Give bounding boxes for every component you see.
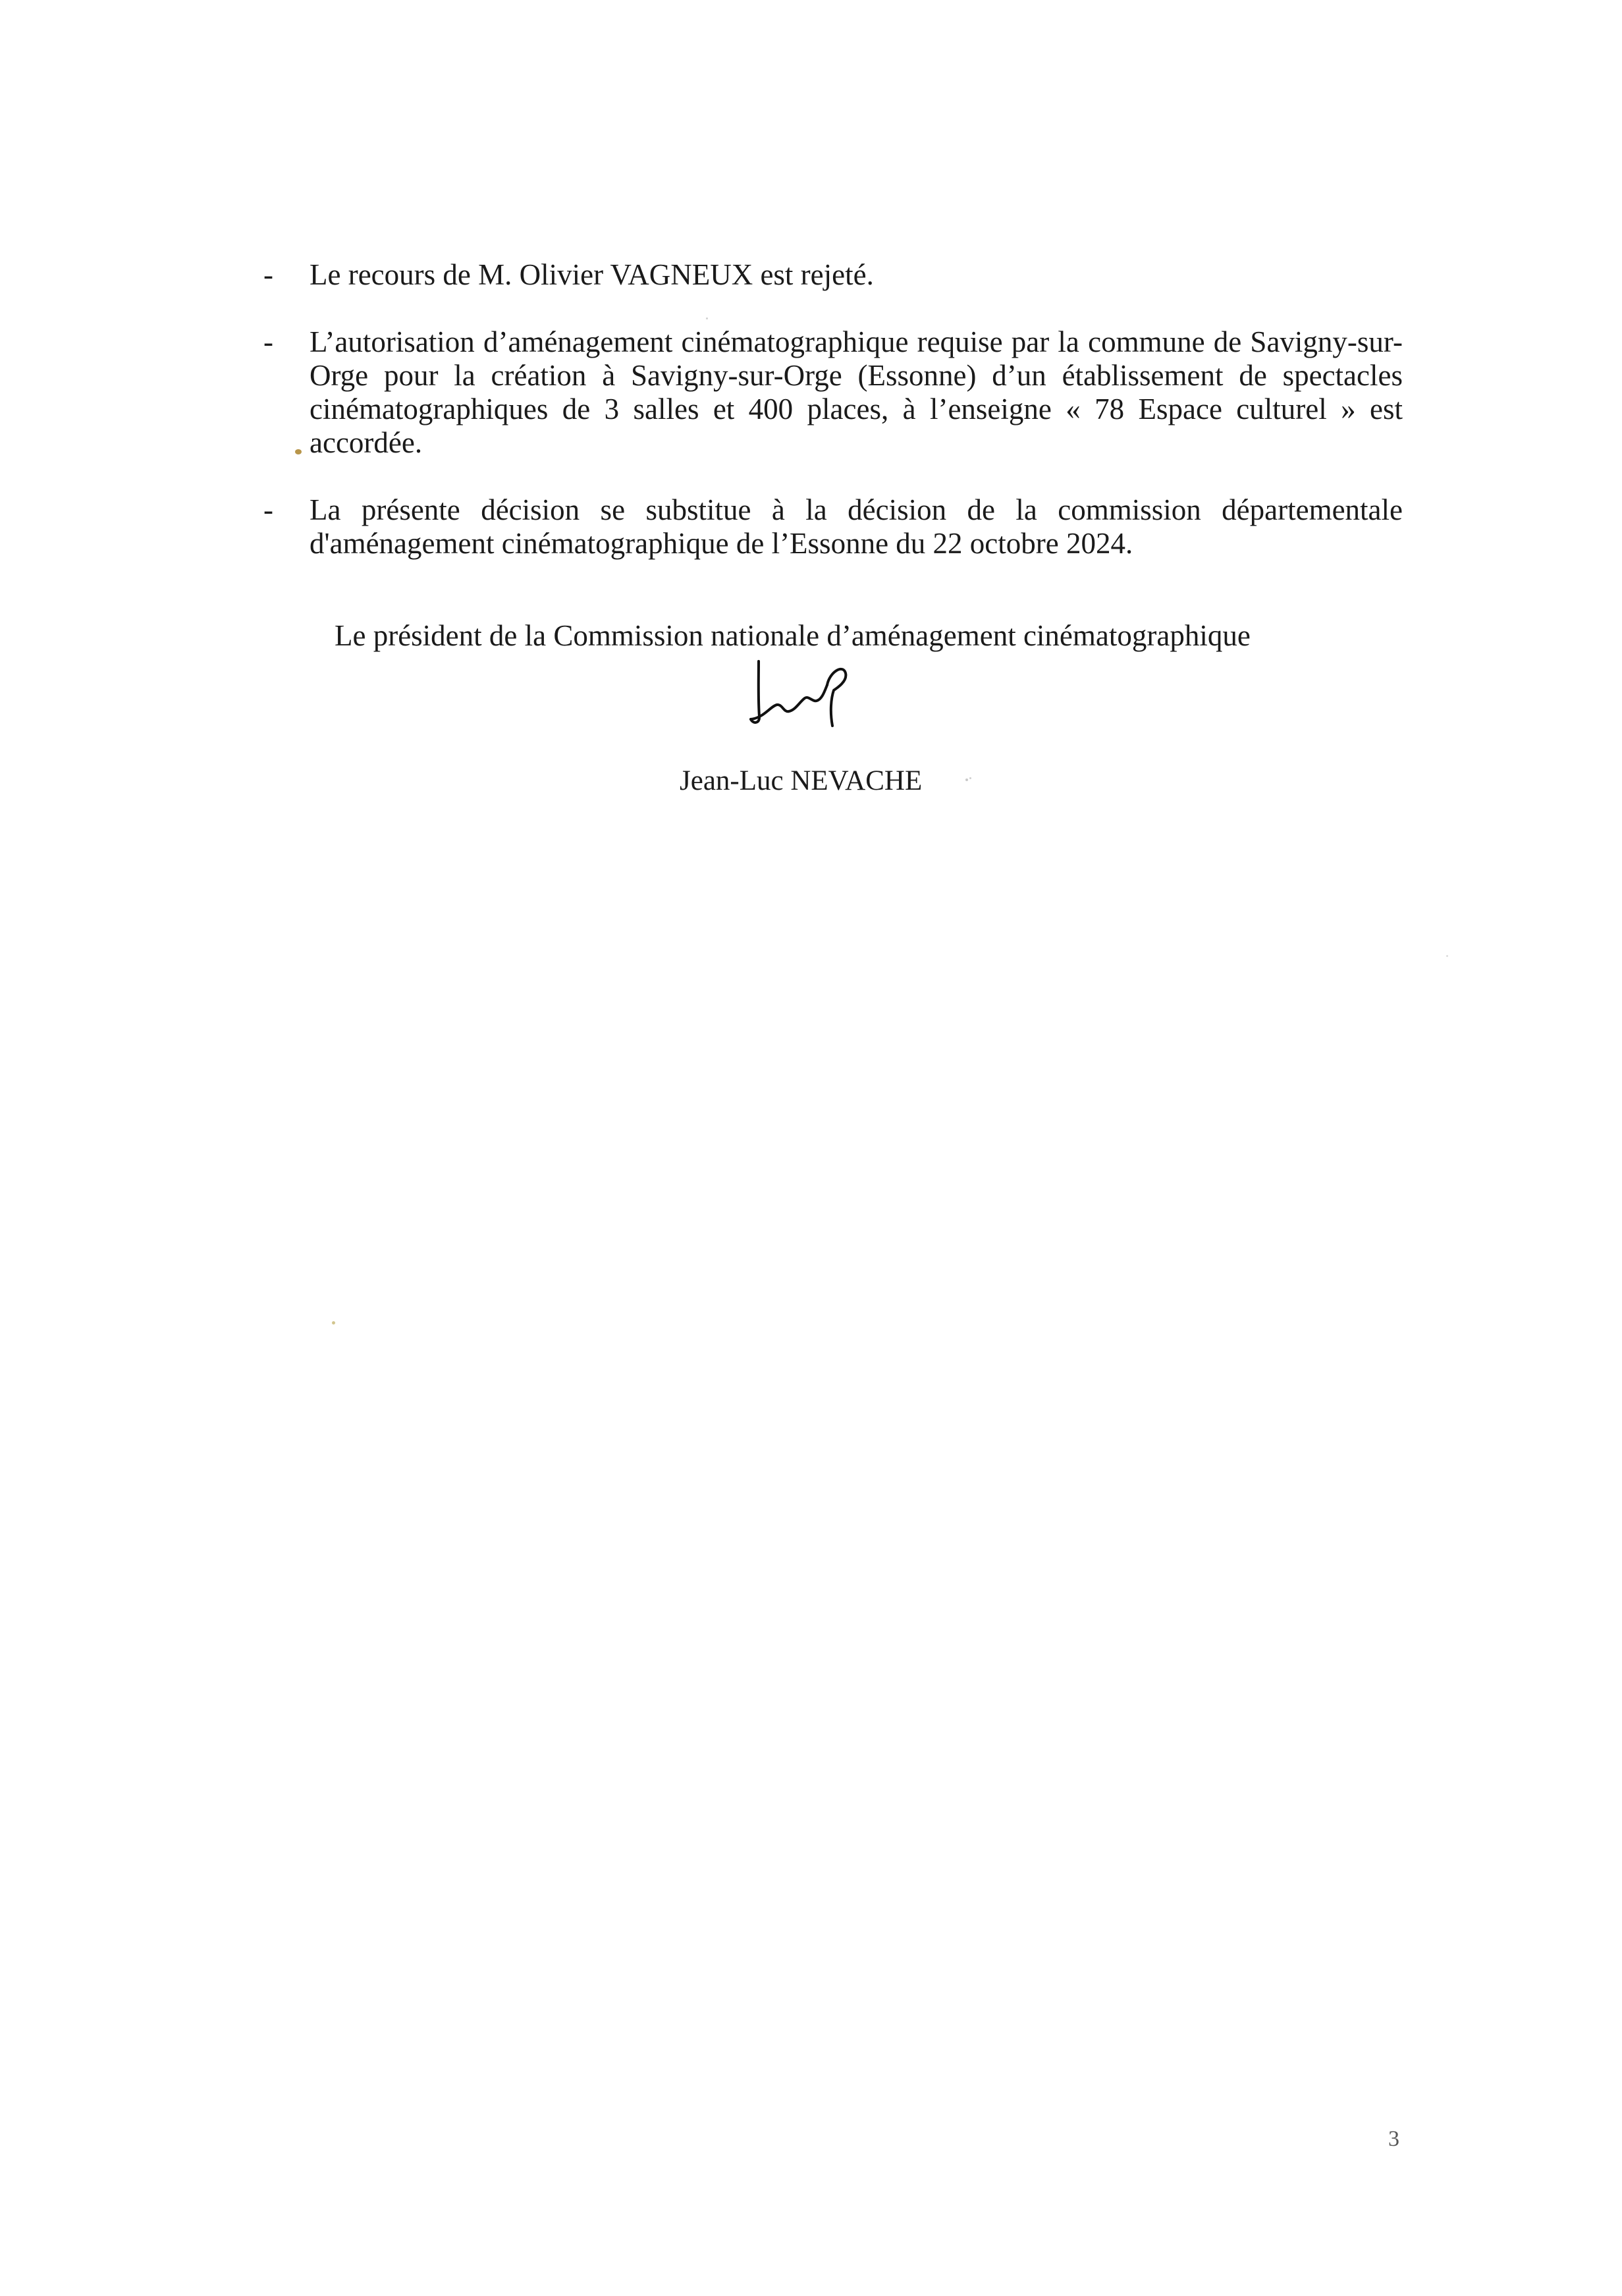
scan-speck xyxy=(969,777,971,779)
signatory-name: Jean-Luc NEVACHE xyxy=(680,765,923,796)
bullet-dash: - xyxy=(263,493,273,526)
decision-list xyxy=(257,258,1403,560)
decision-item-autorisation xyxy=(257,325,1403,460)
bullet-dash: - xyxy=(263,325,273,358)
handwritten-signature xyxy=(744,659,876,728)
scan-speck xyxy=(965,779,968,781)
scan-speck xyxy=(1446,955,1448,957)
decision-item-text: L’autorisation d’aménagement cinématographique requise par la commune de Savigny-sur-Orge pour la création à Savigny-sur-Orge (Essonne) d’un établissement de spectacles cinématographiques de 3 salles et 400 places, à l’enseigne « 78 Espace culturel » est accordée. xyxy=(310,325,1403,459)
decision-item-text: Le recours de M. Olivier VAGNEUX est rejeté. xyxy=(310,258,874,291)
page-number: 3 xyxy=(1388,2127,1399,2151)
scan-speck xyxy=(332,1321,335,1325)
decision-item-text: La présente décision se substitue à la décision de la commission départementale d'aménagement cinématographique de l’Essonne du 22 octobre 2024. xyxy=(310,493,1403,560)
decision-item-rejet xyxy=(257,258,1403,292)
decision-item-substitution xyxy=(257,493,1403,560)
scan-speck xyxy=(706,317,708,319)
bullet-dash: - xyxy=(263,258,273,291)
signatory-title: Le président de la Commission nationale d’aménagement cinématographique xyxy=(335,619,1251,652)
scan-speck xyxy=(295,449,302,454)
